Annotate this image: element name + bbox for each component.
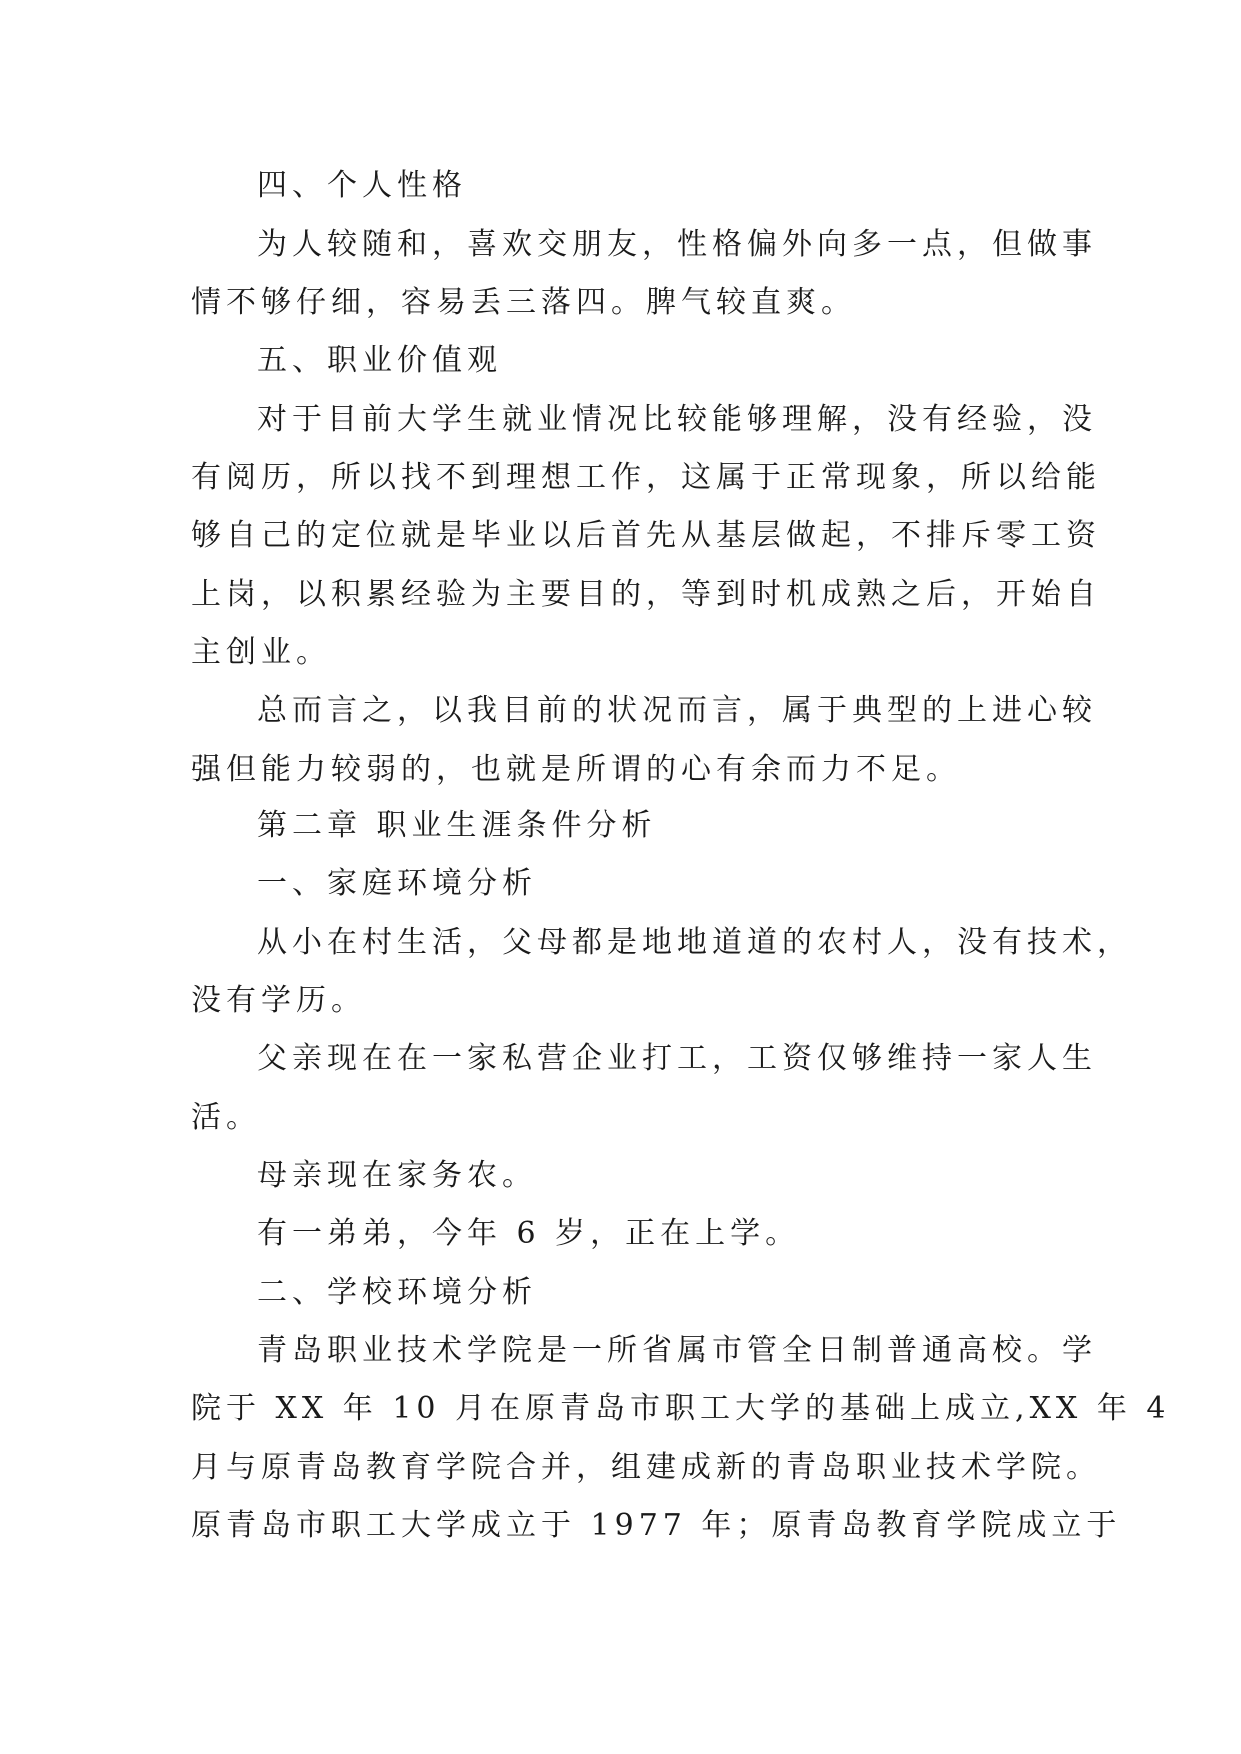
paragraph-line: 没有学历。 — [191, 983, 366, 1018]
paragraph-line: 有一弟弟，今年 6 岁，正在上学。 — [257, 1216, 801, 1251]
paragraph-line: 母亲现在家务农。 — [257, 1158, 537, 1193]
chapter-heading: 第二章 职业生涯条件分析 — [257, 808, 657, 843]
paragraph-line: 有阅历，所以找不到理想工作，这属于正常现象，所以给能 — [191, 460, 1101, 495]
paragraph-line: 为人较随和，喜欢交朋友，性格偏外向多一点，但做事 — [257, 227, 1097, 262]
paragraph-line: 活。 — [191, 1100, 261, 1135]
paragraph-line: 对于目前大学生就业情况比较能够理解，没有经验，没 — [257, 402, 1097, 437]
paragraph-line: 情不够仔细，容易丢三落四。脾气较直爽。 — [191, 285, 856, 320]
heading-school: 二、学校环境分析 — [257, 1275, 537, 1310]
paragraph-line: 上岗，以积累经验为主要目的，等到时机成熟之后，开始自 — [191, 577, 1101, 612]
paragraph-line: 总而言之，以我目前的状况而言，属于典型的上进心较 — [257, 693, 1097, 728]
paragraph-line: 原青岛市职工大学成立于 1977 年；原青岛教育学院成立于 — [191, 1508, 1122, 1543]
paragraph-line: 青岛职业技术学院是一所省属市管全日制普通高校。学 — [257, 1333, 1097, 1368]
paragraph-line: 够自己的定位就是毕业以后首先从基层做起，不排斥零工资 — [191, 518, 1101, 553]
paragraph-line: 强但能力较弱的，也就是所谓的心有余而力不足。 — [191, 752, 961, 787]
heading-family: 一、家庭环境分析 — [257, 866, 537, 901]
paragraph-line: 父亲现在在一家私营企业打工，工资仅够维持一家人生 — [257, 1041, 1097, 1076]
paragraph-line: 主创业。 — [191, 635, 331, 670]
heading-personality: 四、个人性格 — [257, 168, 467, 203]
heading-career-values: 五、职业价值观 — [257, 343, 502, 378]
paragraph-line: 从小在村生活，父母都是地地道道的农村人，没有技术， — [257, 925, 1132, 960]
paragraph-line: 月与原青岛教育学院合并，组建成新的青岛职业技术学院。 — [191, 1450, 1101, 1485]
paragraph-line: 院于 XX 年 10 月在原青岛市职工大学的基础上成立,XX 年 4 — [191, 1391, 1171, 1426]
